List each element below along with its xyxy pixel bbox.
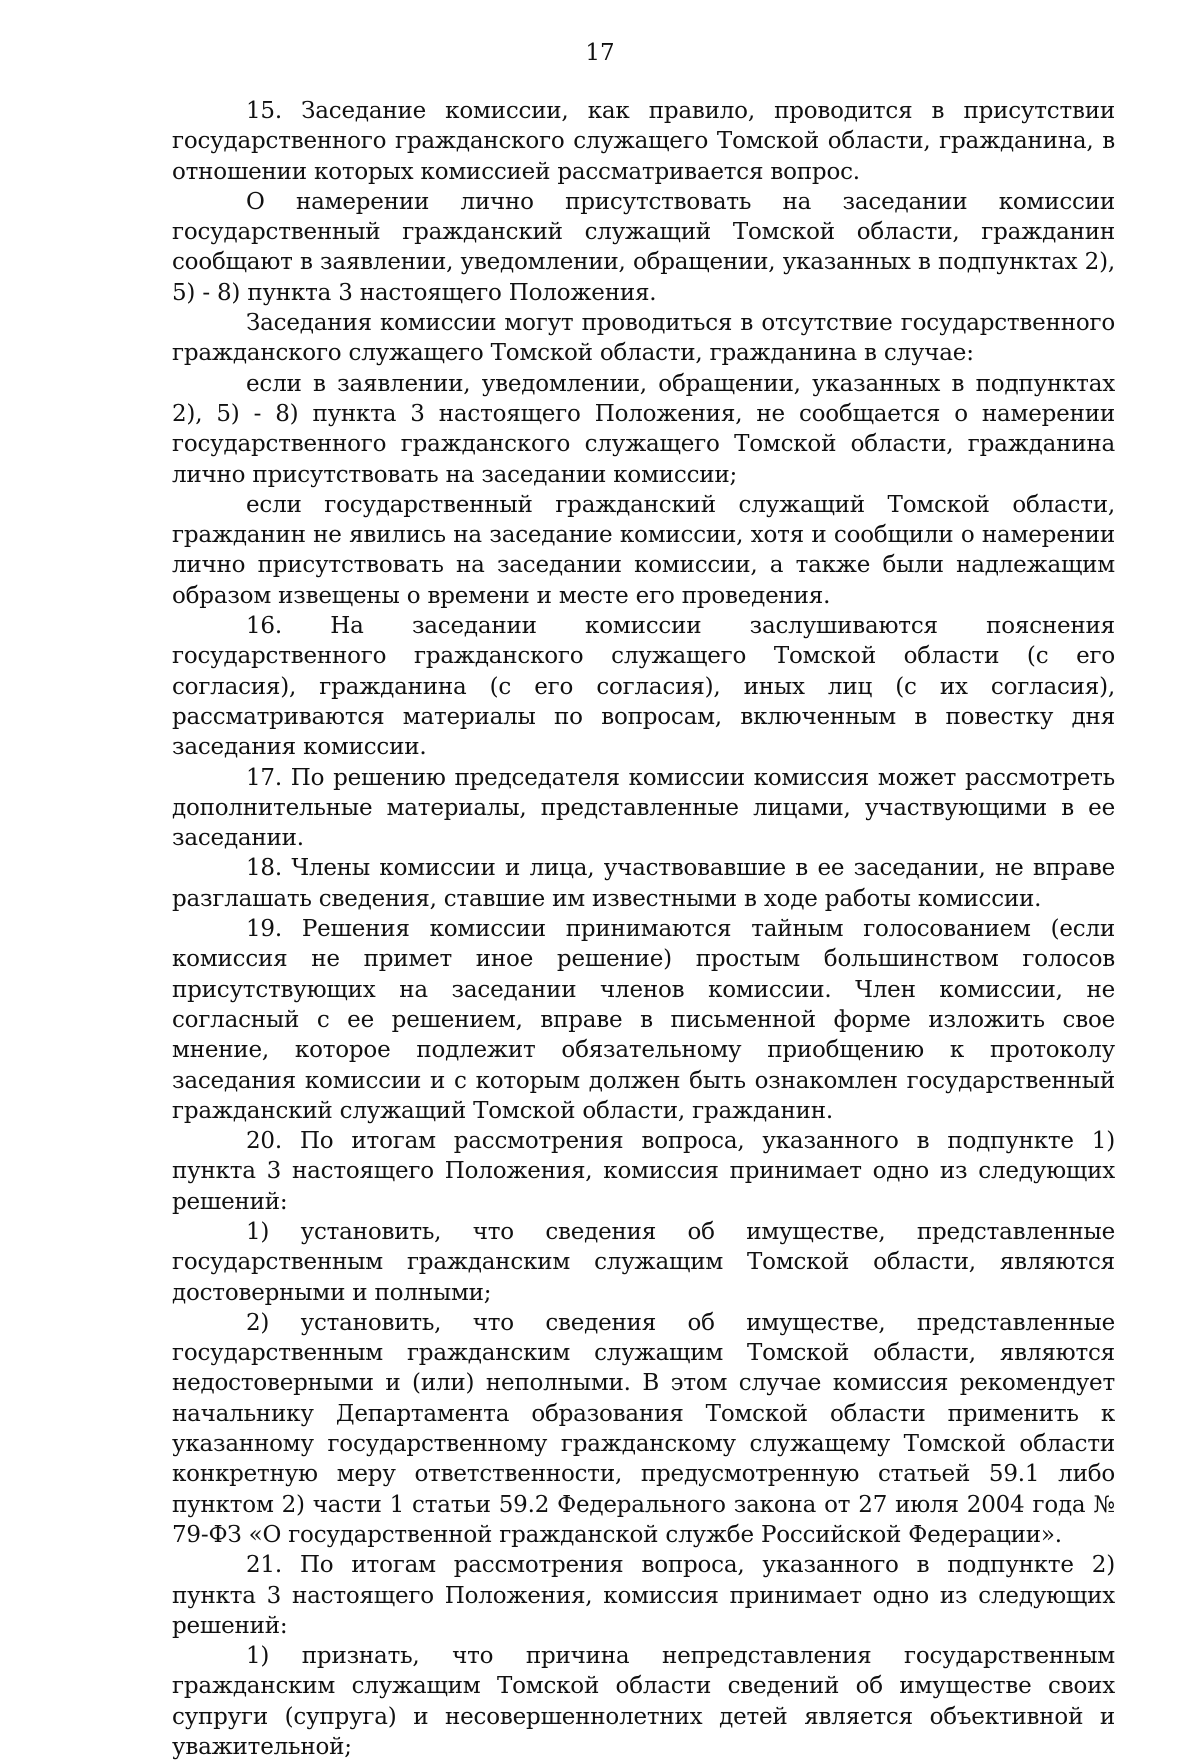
document-body (172, 96, 1115, 1762)
paragraph-15-attendance-notice: О намерении лично присутствовать на заседании комиссии государственный гражданский служащий Томской области, гражданин сообщают в заявлении, уведомлении, обращении, указанных в подпунктах 2), 5) - 8) пункта 3 настоящего Положения. (172, 188, 1115, 306)
paragraph-19: 19. Решения комиссии принимаются тайным голосованием (если комиссия не примет иное решение) простым большинством голосов присутствующих на заседании членов комиссии. Член комиссии, не согласный с ее решением, вправе в письменной форме изложить свое мнение, которое подлежит обязательному приобщению к протоколу заседания комиссии и с которым должен быть ознакомлен государственный гражданский служащий Томской области, гражданин. (172, 916, 1115, 1124)
paragraph-15-case-2: если государственный гражданский служащий Томской области, гражданин не явились на заседание комиссии, хотя и сообщили о намерении лично присутствовать на заседании комиссии, а также были надлежащим образом извещены о времени и месте его проведения. (172, 491, 1115, 609)
paragraph-15-absence-cases: Заседания комиссии могут проводиться в отсутствие государственного гражданского служащего Томской области, гражданина в случае: (172, 310, 1115, 367)
paragraph-21-decision-1: 1) признать, что причина непредставления государственным гражданским служащим Томской области сведений об имуществе своих супруги (супруга) и несовершеннолетних детей является объективной и уважительной; (172, 1643, 1115, 1761)
page-number: 17 (585, 40, 615, 66)
paragraph-15: 15. Заседание комиссии, как правило, проводится в присутствии государственного гражданского служащего Томской области, гражданина, в отношении которых комиссией рассматривается вопрос. (172, 98, 1115, 185)
paragraph-17: 17. По решению председателя комиссии комиссия может рассмотреть дополнительные материалы, представленные лицами, участвующими в ее заседании. (172, 764, 1115, 852)
paragraph-15-case-1: если в заявлении, уведомлении, обращении, указанных в подпунктах 2), 5) - 8) пункта 3 настоящего Положения, не сообщается о намерении государственного гражданского служащего Томской области, гражданина лично присутствовать на заседании комиссии; (172, 370, 1115, 488)
paragraph-20-decision-1: 1) установить, что сведения об имуществе, представленные государственным гражданским служащим Томской области, являются достоверными и полными; (172, 1218, 1115, 1306)
paragraph-16: 16. На заседании комиссии заслушиваются пояснения государственного гражданского служащего Томской области (с его согласия), гражданина (с его согласия), иных лиц (с их согласия), рассматриваются материалы по вопросам, включенным в повестку дня заседания комиссии. (172, 613, 1115, 761)
paragraph-20-decision-2: 2) установить, что сведения об имуществе, представленные государственным гражданским служащим Томской области, являются недостоверными и (или) неполными. В этом случае комиссия рекомендует начальнику Департамента образования Томской области применить к указанному государственному гражданскому служащему Томской области конкретную меру ответственности, предусмотренную статьей 59.1 либо пунктом 2) части 1 статьи 59.2 Федерального закона от 27 июля 2004 года № 79-ФЗ «О государственной гражданской службе Российской Федерации». (172, 1309, 1115, 1548)
paragraph-18: 18. Члены комиссии и лица, участвовавшие в ее заседании, не вправе разглашать сведения, ставшие им известными в ходе работы комиссии. (172, 855, 1115, 912)
paragraph-20: 20. По итогам рассмотрения вопроса, указанного в подпункте 1) пункта 3 настоящего Положения, комиссия принимает одно из следующих решений: (172, 1128, 1115, 1215)
paragraph-21: 21. По итогам рассмотрения вопроса, указанного в подпункте 2) пункта 3 настоящего Положения, комиссия принимает одно из следующих решений: (172, 1552, 1115, 1639)
